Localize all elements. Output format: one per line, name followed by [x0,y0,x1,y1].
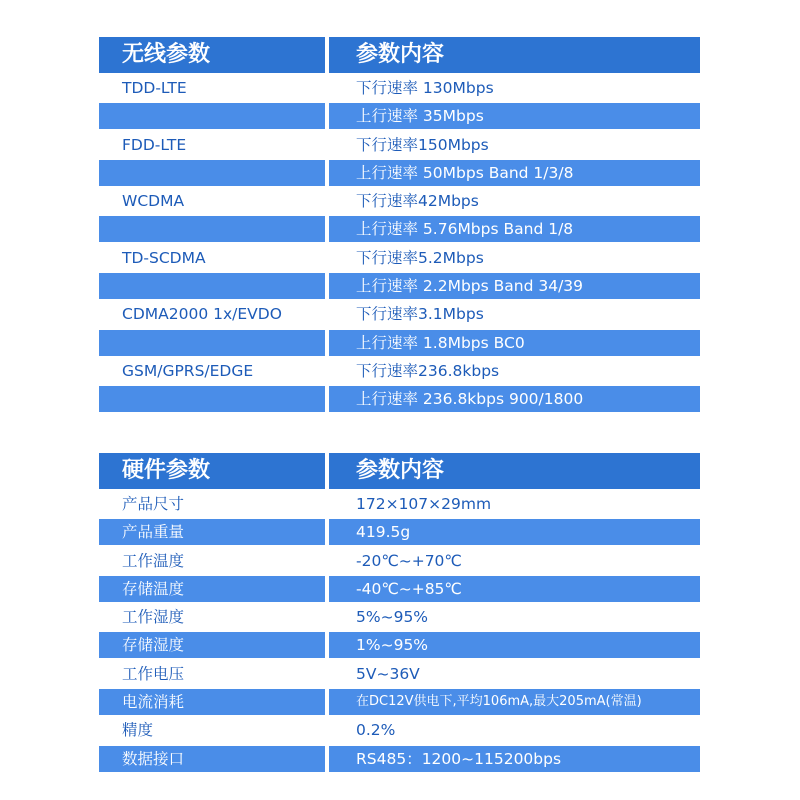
param-value-cell: 下行速率5.2Mbps [329,245,700,271]
param-name-cell: GSM/GPRS/EDGE [99,358,325,384]
param-name-cell: 存储温度 [99,576,325,602]
param-name-cell: 工作电压 [99,661,325,687]
table-row [99,386,700,412]
param-name-cell: 数据接口 [99,746,325,772]
param-value-cell: 上行速率 50Mbps Band 1/3/8 [329,160,700,186]
table-row [99,103,700,129]
param-value-cell: 5%~95% [329,604,700,630]
table-row [99,75,700,101]
table-row [99,548,700,574]
param-name-cell: 工作湿度 [99,604,325,630]
param-name-cell: 工作温度 [99,548,325,574]
param-value-cell: RS485：1200~115200bps [329,746,700,772]
param-value-cell: 172×107×29mm [329,491,700,517]
hardware-table-header [99,453,700,489]
table-row [99,689,700,715]
table-row [99,632,700,658]
param-name-cell [99,386,325,412]
hardware-params-table [99,453,700,774]
wireless-table-body [99,75,700,412]
param-name-cell [99,216,325,242]
param-name-cell: 电流消耗 [99,689,325,715]
table-row [99,216,700,242]
param-value-cell: 419.5g [329,519,700,545]
param-name-cell: FDD-LTE [99,132,325,158]
param-name-cell [99,330,325,356]
param-value-cell: 上行速率 236.8kbps 900/1800 [329,386,700,412]
param-value-cell: 下行速率236.8kbps [329,358,700,384]
param-value-cell: 0.2% [329,717,700,743]
wireless-table-header [99,37,700,73]
table-row [99,245,700,271]
table-row [99,132,700,158]
param-value-cell: 下行速率3.1Mbps [329,301,700,327]
param-name-cell: 产品重量 [99,519,325,545]
param-value-cell: -40℃~+85℃ [329,576,700,602]
table-row [99,746,700,772]
param-name-cell [99,160,325,186]
hardware-header-param: 硬件参数 [99,453,325,489]
param-value-cell: 上行速率 2.2Mbps Band 34/39 [329,273,700,299]
param-name-cell: WCDMA [99,188,325,214]
param-name-cell: 精度 [99,717,325,743]
hardware-table-body [99,491,700,772]
table-row [99,188,700,214]
param-name-cell: TD-SCDMA [99,245,325,271]
table-row [99,661,700,687]
param-value-cell: 下行速率150Mbps [329,132,700,158]
table-row [99,519,700,545]
table-row [99,273,700,299]
param-name-cell: CDMA2000 1x/EVDO [99,301,325,327]
table-row [99,491,700,517]
param-value-cell: -20℃~+70℃ [329,548,700,574]
param-value-cell: 上行速率 35Mbps [329,103,700,129]
wireless-header-content: 参数内容 [329,37,700,73]
table-row [99,576,700,602]
wireless-params-table [99,37,700,415]
table-row [99,604,700,630]
param-value-cell: 上行速率 1.8Mbps BC0 [329,330,700,356]
param-name-cell: TDD-LTE [99,75,325,101]
param-value-cell: 下行速率 130Mbps [329,75,700,101]
param-value-cell: 5V~36V [329,661,700,687]
table-row [99,717,700,743]
param-name-cell [99,103,325,129]
param-value-cell: 下行速率42Mbps [329,188,700,214]
hardware-header-content: 参数内容 [329,453,700,489]
param-value-cell: 1%~95% [329,632,700,658]
table-row [99,330,700,356]
param-value-cell: 在DC12V供电下,平均106mA,最大205mA(常温) [329,689,700,715]
table-row [99,301,700,327]
param-name-cell: 产品尺寸 [99,491,325,517]
wireless-header-param: 无线参数 [99,37,325,73]
param-name-cell: 存储湿度 [99,632,325,658]
table-row [99,160,700,186]
table-row [99,358,700,384]
param-value-cell: 上行速率 5.76Mbps Band 1/8 [329,216,700,242]
param-name-cell [99,273,325,299]
